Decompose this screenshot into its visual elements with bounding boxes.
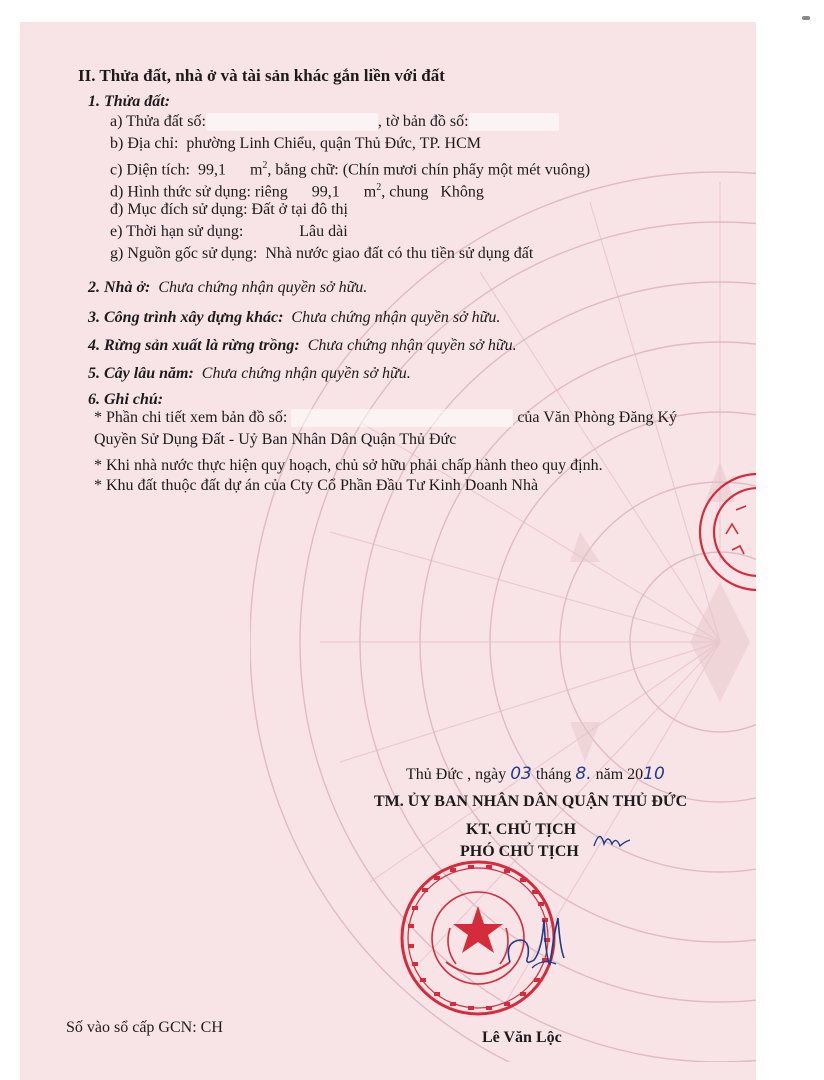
signatory-role-vice: KT. CHỦ TỊCH (466, 821, 577, 838)
note-3: * Khu đất thuộc đất dự án của Cty Cổ Phần Đầu Tư Kinh Doanh Nhà (94, 477, 539, 494)
house-row (88, 278, 367, 298)
perennial-value: Chưa chứng nhận quyền sở hữu. (201, 365, 411, 382)
month-label: tháng (535, 766, 572, 783)
address-value: phường Linh Chiểu, quận Thủ Đức, TP. HCM (186, 135, 481, 152)
term-row (110, 222, 348, 242)
redacted-map-number (469, 113, 559, 131)
other-construction-heading: 3. Công trình xây dựng khác: (88, 309, 284, 326)
usage-shared-value: Không (440, 183, 484, 201)
land-heading: 1. Thửa đất: (88, 93, 171, 110)
note-1-start: * Phần chi tiết xem bản đồ số: (94, 409, 288, 426)
house-value: Chưa chứng nhận quyền sở hữu. (158, 279, 368, 296)
other-construction-row (88, 308, 500, 328)
forest-value: Chưa chứng nhận quyền sở hữu. (307, 337, 517, 354)
origin-row (110, 244, 533, 264)
address-row (110, 134, 481, 154)
signatory-organization: TM. ỦY BAN NHÂN DÂN QUẬN THỦ ĐỨC (374, 793, 688, 810)
registry-label: Số vào sổ cấp GCN: CH (66, 1019, 223, 1036)
perennial-heading: 5. Cây lâu năm: (88, 365, 194, 382)
other-construction-value: Chưa chứng nhận quyền sở hữu. (291, 309, 501, 326)
area-in-words: , bằng chữ: (Chín mươi chín phẩy một mét vuông) (267, 161, 591, 179)
purpose-row (110, 200, 348, 220)
area-unit-sup: 2 (262, 160, 268, 171)
issue-place: Thủ Đức , ngày (406, 766, 507, 783)
purpose-label: đ) Mục đích sử dụng: (110, 201, 248, 218)
house-heading: 2. Nhà ở: (88, 279, 151, 296)
area-value: 99,1 (197, 161, 226, 179)
usage-unit: m (363, 183, 377, 201)
address-label: b) Địa chỉ: (110, 135, 179, 152)
note-1-end: của Văn Phòng Đăng Ký (517, 409, 677, 426)
usage-form-row (110, 178, 484, 202)
forest-heading: 4. Rừng sản xuất là rừng trồng: (88, 337, 300, 354)
note-1-row (94, 408, 734, 428)
origin-label: g) Nguồn gốc sử dụng: (110, 245, 258, 262)
parcel-number-label: a) Thửa đất số: (110, 113, 206, 130)
issue-day: 03 (510, 764, 532, 784)
issue-month: 8. (575, 764, 592, 784)
usage-private-value: 99,1 (311, 183, 340, 201)
main-signature (502, 902, 572, 982)
area-row (110, 156, 590, 180)
usage-form-label: d) Hình thức sử dụng: riêng (110, 183, 288, 201)
term-value: Lâu dài (299, 223, 348, 240)
signatory-role: PHÓ CHỦ TỊCH (460, 843, 579, 860)
term-label: e) Thời hạn sử dụng: (110, 223, 244, 240)
notes-heading: 6. Ghi chú: (88, 391, 164, 408)
certificate-page (20, 22, 756, 1080)
parcel-number-row (110, 112, 559, 132)
section-title: II. Thửa đất, nhà ở và tài sản khác gắn liền với đất (78, 66, 445, 85)
redacted-parcel-number (206, 113, 378, 131)
area-label: c) Diện tích: (110, 161, 190, 179)
origin-value: Nhà nước giao đất có thu tiền sử dụng đất (265, 245, 534, 262)
usage-shared-label: , chung (381, 183, 429, 201)
note-2: * Khi nhà nước thực hiện quy hoạch, chủ sở hữu phải chấp hành theo quy định. (94, 457, 603, 474)
purpose-value: Đất ở tại đô thị (251, 201, 348, 218)
issue-date-row (406, 764, 665, 785)
registry-office-stamp (696, 470, 756, 594)
area-unit: m (249, 161, 263, 179)
note-1-continuation: Quyền Sử Dụng Đất - Uỷ Ban Nhân Dân Quận Thủ Đức (94, 431, 457, 448)
year-label: năm 20 (595, 766, 644, 783)
issue-year-suffix: 10 (643, 764, 665, 784)
signatory-name: Lê Văn Lộc (482, 1029, 562, 1046)
perennial-row (88, 364, 411, 384)
redacted-map-reference (291, 409, 513, 427)
map-number-label: , tờ bản đồ số: (377, 113, 469, 130)
scan-artifact (802, 16, 810, 20)
initial-signature (592, 828, 632, 852)
registry-entry-row (66, 1018, 223, 1038)
usage-unit-sup: 2 (376, 182, 382, 193)
forest-row (88, 336, 517, 356)
